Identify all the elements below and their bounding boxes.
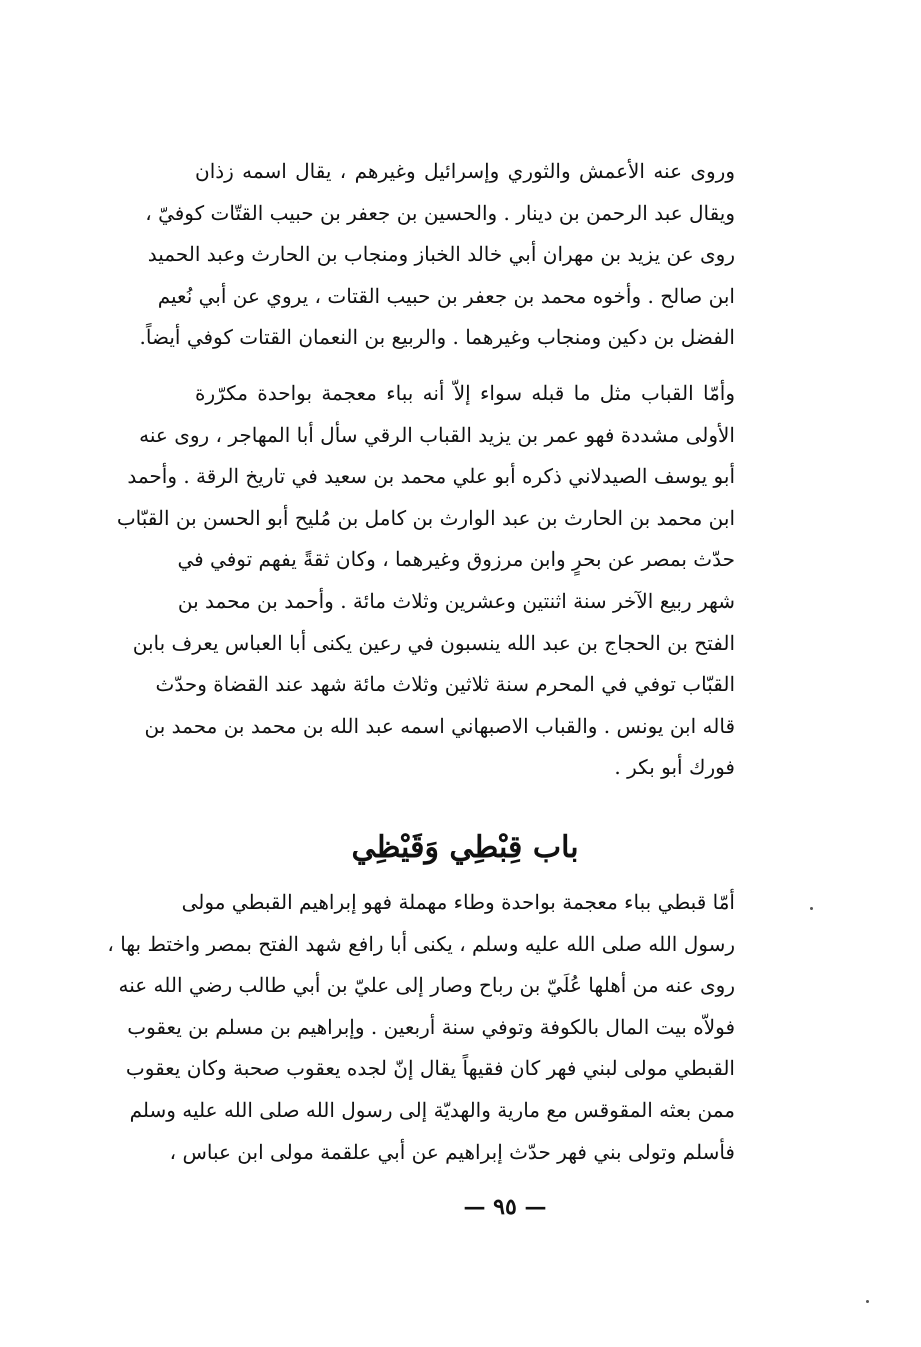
text-line: الفتح بن الحجاج بن عبد الله ينسبون في رعين يكنى أبا العباس يعرف بابن	[132, 630, 735, 655]
text-line: روى عنه من أهلها عُلَيّ بن رباح وصار إلى عليّ بن أبي طالب رضي الله عنه	[118, 973, 735, 998]
text-line: الأولى مشددة فهو عمر بن يزيد القباب الرقي سأل أبا المهاجر ، روى عنه	[139, 422, 735, 447]
text-line: القبّاب توفي في المحرم سنة ثلاثين وثلاث مائة شهد عند القضاة وحدّث	[155, 672, 735, 697]
text-line: فأسلم وتولى بني فهر حدّث إبراهيم عن أبي علقمة مولى ابن عباس ،	[169, 1139, 735, 1164]
text-line: الفضل بن دكين ومنجاب وغيرهما . والربيع بن النعمان القتات كوفي أيضاً.	[139, 325, 735, 350]
text-line: أمّا قبطي بباء معجمة بواحدة وطاء مهملة فهو إبراهيم القبطي مولى	[181, 890, 735, 914]
text-line: القبطي مولى لبني فهر كان فقيهاً يقال إنّ لجده يعقوب صحبة وكان يعقوب	[125, 1056, 735, 1081]
text-line: ابن محمد بن الحارث بن عبد الوارث بن كامل بن مُليح أبو الحسن بن القبّاب	[116, 505, 735, 530]
text-line: فولاّه بيت المال بالكوفة وتوفي سنة أربعين . وإبراهيم بن مسلم بن يعقوب	[127, 1014, 735, 1039]
scan-speck	[866, 1300, 869, 1303]
paragraph-3	[107, 882, 735, 1173]
text-line: روى عن يزيد بن مهران أبي خالد الخباز ومنجاب بن الحارث وعبد الحميد	[147, 242, 735, 267]
text-line: رسول الله صلى الله عليه وسلم ، يكنى أبا رافع شهد الفتح بمصر واختط بها ،	[107, 931, 735, 956]
text-line: وروى عنه الأعمش والثوري وإسرائيل وغيرهم ، يقال اسمه زذان	[195, 159, 735, 183]
text-line: ممن بعثه المقوقس مع مارية والهديّة إلى رسول الله صلى الله عليه وسلم	[129, 1097, 735, 1122]
page-number: — ٩٥ —	[463, 1194, 547, 1220]
paragraph-1	[139, 151, 735, 359]
text-line: أبو يوسف الصيدلاني ذكره أبو علي محمد بن سعيد في تاريخ الرقة . وأحمد	[127, 464, 735, 489]
paragraph-2	[116, 373, 735, 789]
text-line: شهر ربيع الآخر سنة اثنتين وعشرين وثلاث مائة . وأحمد بن محمد بن	[177, 588, 735, 613]
scan-speck	[810, 907, 813, 910]
text-line: قاله ابن يونس . والقباب الاصبهاني اسمه عبد الله بن محمد بن محمد بن	[144, 713, 735, 738]
text-line: حدّث بمصر عن بحرٍ وابن مرزوق وغيرهما ، وكان ثقةً يفهم توفي في	[177, 547, 735, 572]
text-line: وأمّا القباب مثل ما قبله سواء إلاّ أنه بباء معجمة بواحدة مكرّرة	[195, 381, 735, 405]
text-line: ويقال عبد الرحمن بن دينار . والحسين بن جعفر بن حبيب القتّات كوفيّ ،	[145, 200, 735, 225]
section-heading: باب قِبْطِي وَقَيْظِي	[351, 830, 579, 865]
text-line: ابن صالح . وأخوه محمد بن جعفر بن حبيب القتات ، يروي عن أبي نُعيم	[157, 283, 735, 308]
text-line: فورك أبو بكر .	[614, 755, 735, 780]
